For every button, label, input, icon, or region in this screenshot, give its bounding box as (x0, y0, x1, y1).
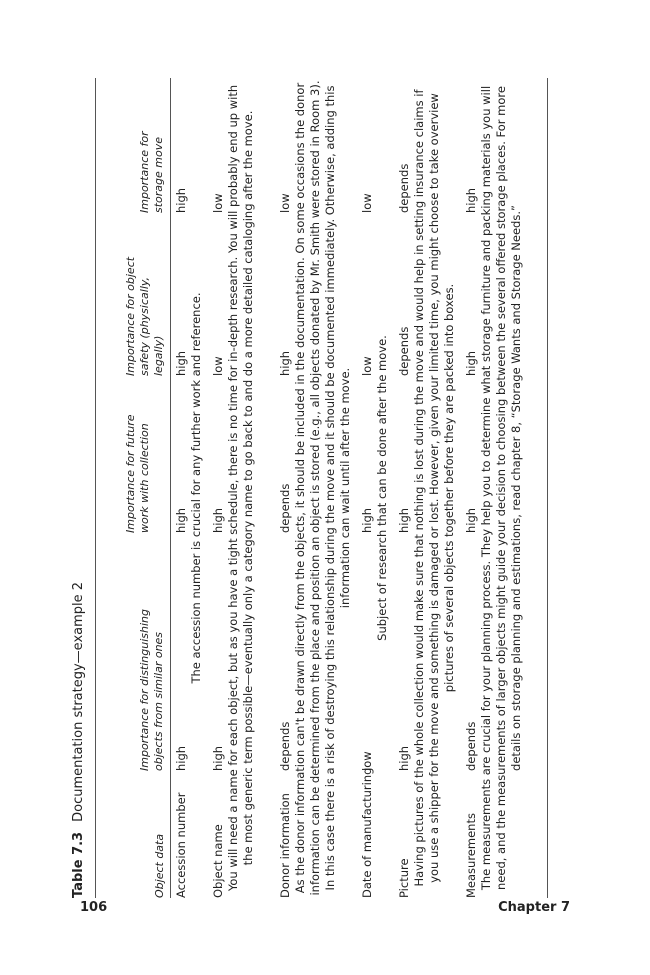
value-cell: high (211, 745, 225, 771)
value-cell: depends (278, 483, 292, 533)
value-cell: high (397, 507, 411, 533)
value-cell: low (211, 192, 225, 213)
value-cell: low (360, 355, 374, 376)
row-note: Having pictures of the whole collection would make sure that nothing is lost during the move and would help in setting insurance claims if you use a shipper for the move and something is damaged or lost. However, given your limited time, you might choose to take overview pictures of several objects together before they are packed into boxes. (412, 88, 456, 887)
value-cell: low (360, 192, 374, 213)
value-cell: high (464, 187, 478, 213)
bottom-rule (547, 78, 548, 898)
value-cell: low (211, 355, 225, 376)
rotated-page-content (65, 78, 585, 898)
value-cell: high (397, 745, 411, 771)
value-cell: high (464, 350, 478, 376)
value-cell: high (360, 507, 374, 533)
value-cell: high (174, 507, 188, 533)
value-cell: high (278, 350, 292, 376)
value-cell: high (174, 350, 188, 376)
row-note: The measurements are crucial for your planning process. They help you to determine what storage furniture and packing materials you will need, and the measurements of larger objects might guide your decision to choosing between the several offered storage places. For more details on storage planning and estimations, read chapter 8, “Storage Wants and Storage Needs.” (479, 85, 523, 890)
header-future-work: Importance for future work with collection (124, 413, 151, 533)
row-name: Measurements (464, 812, 478, 898)
value-cell: depends (464, 721, 478, 771)
row-note: The accession number is crucial for any further work and reference. (189, 291, 203, 684)
row-note: You will need a name for each object, but as you have a tight schedule, there is no time for in-depth research. You will probably end up with the most generic term possible—eventually only a category name to go back to and do a more detailed cataloging after the move. (226, 84, 255, 891)
value-cell: high (174, 745, 188, 771)
row-name: Date of manufacturing (360, 767, 374, 898)
row-name: Accession number (174, 792, 188, 898)
value-cell: high (211, 507, 225, 533)
value-cell: low (278, 192, 292, 213)
value-cell: depends (397, 163, 411, 213)
row-note: Subject of research that can be done after the move. (375, 334, 389, 641)
value-cell: high (174, 187, 188, 213)
value-cell: high (464, 507, 478, 533)
header-distinguishing: Importance for distinguishing objects from similar ones (138, 608, 165, 771)
top-rule (95, 78, 96, 898)
table-caption (71, 581, 86, 897)
value-cell: depends (397, 326, 411, 376)
header-object-safety: Importance for object safety (physically, legally) (124, 256, 165, 376)
header-object-data: Object data (153, 833, 166, 898)
table-title: Documentation strategy—example 2 (71, 581, 86, 822)
row-name: Donor information (278, 792, 292, 898)
page-number: 106 (80, 900, 108, 915)
table-label: Table 7.3 (71, 831, 86, 898)
header-rule (170, 78, 171, 898)
value-cell: low (360, 750, 374, 771)
row-name: Object name (211, 823, 225, 898)
chapter-label: Chapter 7 (498, 900, 570, 915)
header-storage-move: Importance for storage move (138, 130, 165, 213)
value-cell: depends (278, 721, 292, 771)
row-name: Picture (397, 857, 411, 898)
row-note: As the donor information can't be drawn directly from the objects, it should be included in the documentation. On some occasions the donor information can be determined from the place and position an object is stored (e.g., all objects donated by Mr. Smith were stored in Room 3). In this case there is a risk of destroying this relationship during the move and it should be documented immediately. Otherwise, adding this information can wait until after the move. (293, 80, 352, 896)
